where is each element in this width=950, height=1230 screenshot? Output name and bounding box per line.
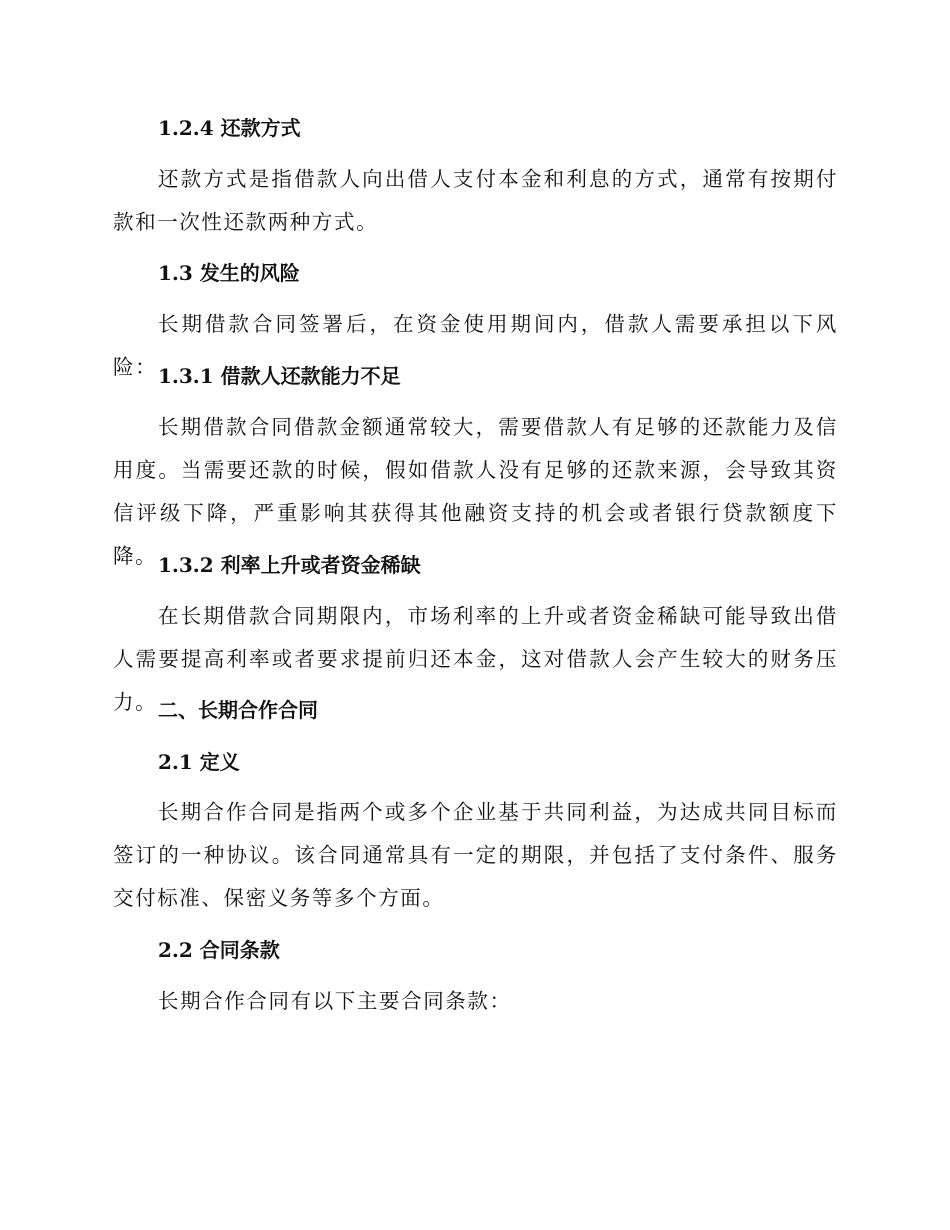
paragraph-1-2-4: 还款方式是指借款人向出借人支付本金和利息的方式，通常有按期付款和一次性还款两种方式。 (113, 167, 838, 234)
heading-2-2: 2.2 合同条款 (158, 938, 280, 962)
paragraph-2-2: 长期合作合同有以下主要合同条款： (158, 989, 512, 1013)
heading-1-3: 1.3 发生的风险 (158, 261, 300, 285)
paragraph-1-3: 长期借款合同签署后，在资金使用期间内，借款人需要承担以下风险： (113, 312, 838, 379)
heading-2-1: 2.1 定义 (158, 750, 240, 774)
heading-section-2: 二、长期合作合同 (158, 698, 318, 722)
paragraph-2-1: 长期合作合同是指两个或多个企业基于共同利益，为达成共同目标而签订的一种协议。该合同通常具有一定的期限，并包括了支付条件、服务交付标准、保密义务等多个方面。 (113, 800, 838, 910)
heading-1-3-2: 1.3.2 利率上升或者资金稀缺 (158, 553, 421, 577)
paragraph-1-3-2: 在长期借款合同期限内，市场利率的上升或者资金稀缺可能导致出借人需要提高利率或者要求提前归还本金，这对借款人会产生较大的财务压力。 (113, 604, 838, 714)
heading-1-2-4: 1.2.4 还款方式 (158, 116, 301, 140)
paragraph-1-3-1: 长期借款合同借款金额通常较大，需要借款人有足够的还款能力及信用度。当需要还款的时候，假如借款人没有足够的还款来源，会导致其资信评级下降，严重影响其获得其他融资支持的机会或者银行贷款额度下降。 (113, 415, 838, 568)
heading-1-3-1: 1.3.1 借款人还款能力不足 (158, 364, 401, 388)
